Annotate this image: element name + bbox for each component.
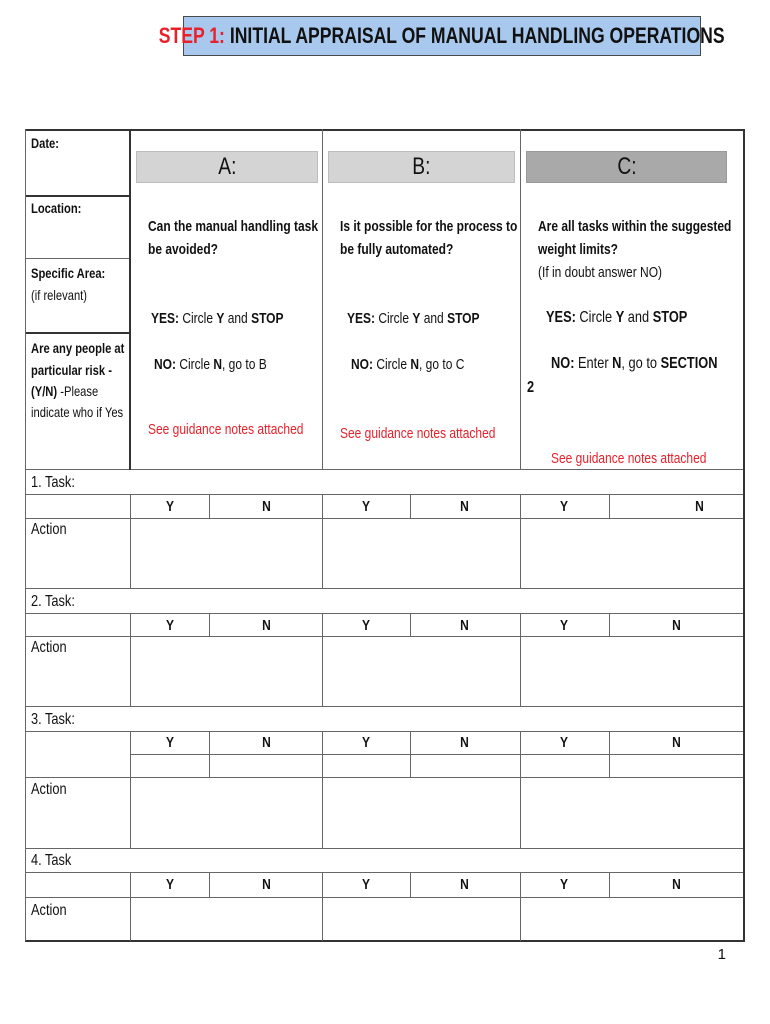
specific-area-note: (if relevant): [31, 287, 88, 303]
specific-area-label: Specific Area:: [31, 265, 106, 281]
task-2-col-c-n[interactable]: N: [671, 617, 681, 634]
task-1-col-b-y[interactable]: Y: [361, 498, 370, 515]
task-1-label: 1. Task:: [31, 474, 75, 491]
column-c-guidance-note: See guidance notes attached: [551, 450, 707, 467]
task-4-col-b-n[interactable]: N: [459, 876, 469, 893]
column-c-header: C:: [526, 151, 727, 183]
column-b-header: B:: [328, 151, 515, 183]
date-label: Date:: [31, 135, 60, 151]
task-2-col-b-n[interactable]: N: [459, 617, 469, 634]
task-3-col-b-n[interactable]: N: [459, 734, 469, 751]
column-c-yes-instruction: YES: Circle Y and STOP: [546, 309, 688, 326]
task-2-col-a-n[interactable]: N: [261, 617, 271, 634]
task-1-action-label: Action: [31, 521, 67, 538]
task-2-col-a-y[interactable]: Y: [165, 617, 174, 634]
task-4-col-a-n[interactable]: N: [261, 876, 271, 893]
location-label: Location:: [31, 200, 82, 216]
risk-label-line3: (Y/N) -Please: [31, 383, 99, 399]
column-a-header: A:: [136, 151, 318, 183]
page-number: 1: [717, 946, 726, 963]
task-1-col-a-n[interactable]: N: [261, 498, 271, 515]
task-3-label: 3. Task:: [31, 711, 75, 728]
title-text: INITIAL APPRAISAL OF MANUAL HANDLING OPERATIONS: [225, 23, 725, 48]
task-3-col-b-y[interactable]: Y: [361, 734, 370, 751]
task-2-label: 2. Task:: [31, 593, 75, 610]
risk-label-line2: particular risk -: [31, 362, 112, 378]
task-4-col-c-y[interactable]: Y: [559, 876, 568, 893]
task-4-col-b-y[interactable]: Y: [361, 876, 370, 893]
risk-label-line4: indicate who if Yes: [31, 404, 124, 420]
column-a-question: Can the manual handling task be avoided?: [148, 218, 319, 258]
task-4-action-label: Action: [31, 902, 67, 919]
column-b-yes-instruction: YES: Circle Y and STOP: [347, 310, 480, 327]
column-b-question: Is it possible for the process to be fully automated?: [340, 218, 518, 258]
task-2-col-b-y[interactable]: Y: [361, 617, 370, 634]
column-a-yes-instruction: YES: Circle Y and STOP: [151, 310, 284, 327]
task-1-col-a-y[interactable]: Y: [165, 498, 174, 515]
column-a-guidance-note: See guidance notes attached: [148, 421, 304, 438]
column-b-no-instruction: NO: Circle N, go to C: [351, 356, 465, 373]
step-label: STEP 1:: [159, 23, 226, 48]
task-3-col-c-y[interactable]: Y: [559, 734, 568, 751]
task-3-col-a-y[interactable]: Y: [165, 734, 174, 751]
page-title: [159, 16, 725, 56]
column-b-guidance-note: See guidance notes attached: [340, 425, 496, 442]
risk-label-line1: Are any people at: [31, 340, 125, 356]
task-2-action-label: Action: [31, 639, 67, 656]
task-3-col-a-n[interactable]: N: [261, 734, 271, 751]
task-3-col-c-n[interactable]: N: [671, 734, 681, 751]
task-4-col-a-y[interactable]: Y: [165, 876, 174, 893]
column-c-no-instruction: NO: Enter N, go to SECTION: [551, 355, 718, 372]
column-c-no-instruction-cont: 2: [527, 379, 535, 396]
task-4-col-c-n[interactable]: N: [671, 876, 681, 893]
task-1-col-c-y[interactable]: Y: [559, 498, 568, 515]
task-1-col-b-n[interactable]: N: [459, 498, 469, 515]
column-c-question: Are all tasks within the suggested weight limits? (If in doubt answer NO): [538, 218, 732, 281]
task-2-col-c-y[interactable]: Y: [559, 617, 568, 634]
column-a-no-instruction: NO: Circle N, go to B: [154, 356, 267, 373]
task-1-col-c-n[interactable]: N: [694, 498, 704, 515]
task-3-action-label: Action: [31, 781, 67, 798]
task-4-label: 4. Task: [31, 852, 72, 869]
